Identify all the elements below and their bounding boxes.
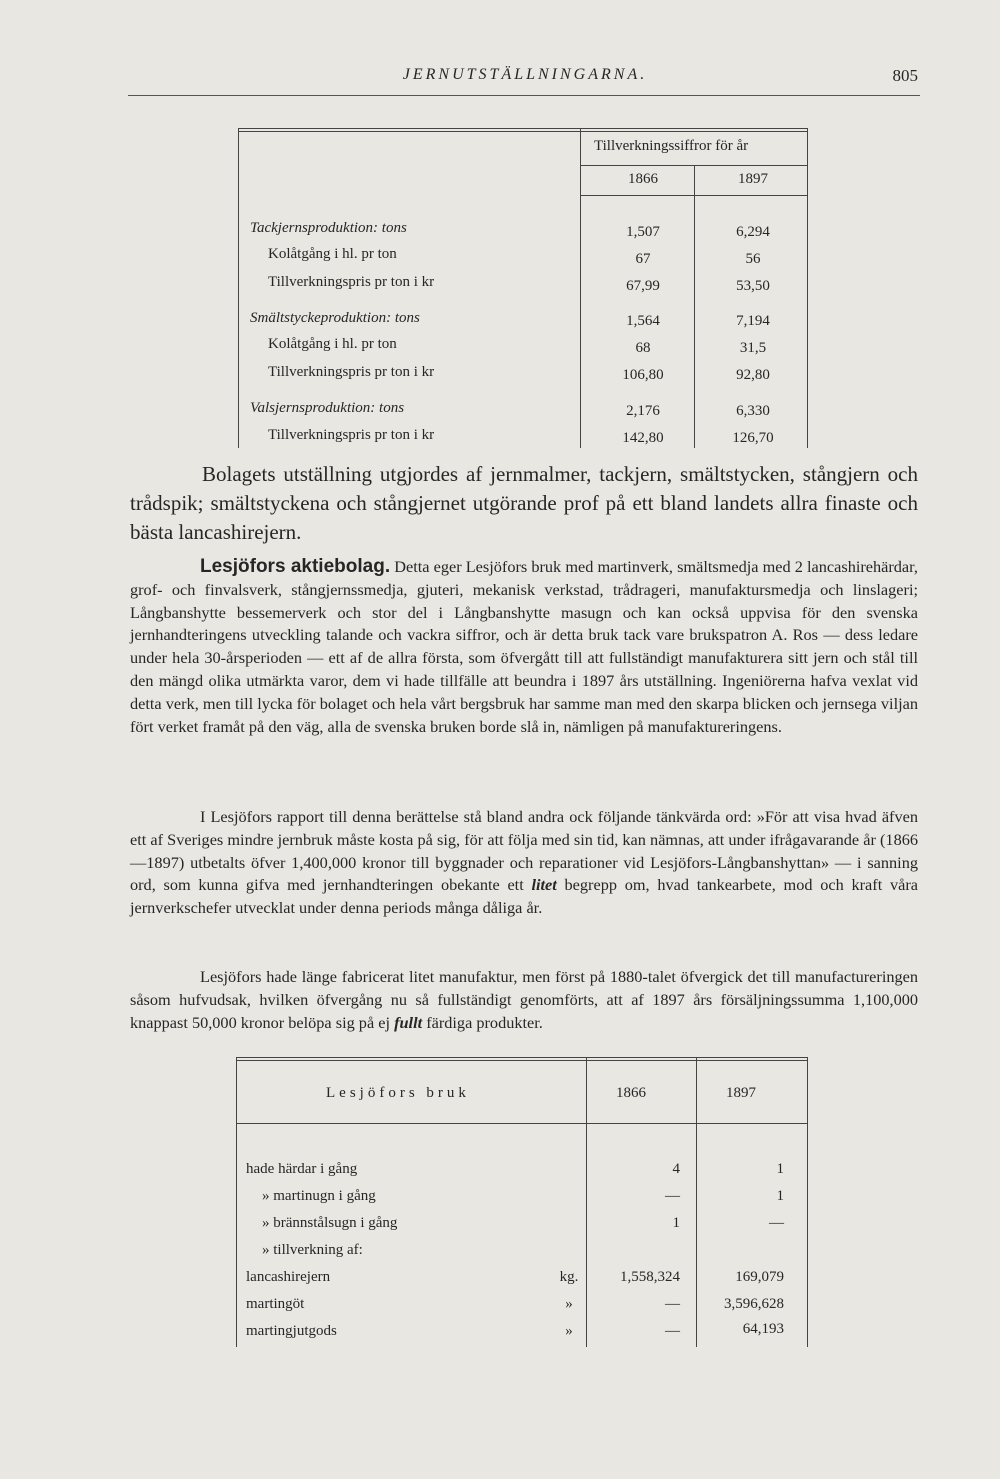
emphasis-text: fullt	[394, 1012, 423, 1032]
table-top-rule	[238, 128, 808, 129]
cell-1866: 1	[672, 1215, 680, 1231]
paragraph-lesjofors	[130, 556, 918, 738]
cell-1866: 142,80	[622, 430, 664, 446]
row-label: hade härdar i gång	[246, 1161, 358, 1177]
table-right-rule	[807, 1057, 808, 1347]
row-label: martingöt	[246, 1296, 305, 1312]
cell-1897: 1	[776, 1188, 784, 1204]
table-top-rule-2	[238, 131, 808, 132]
row-label: Smältstyckeproduktion: tons	[250, 310, 420, 326]
page-number: 805	[892, 66, 918, 85]
cell-1866: 2,176	[626, 403, 660, 419]
emphasis-text: litet	[531, 875, 557, 895]
cell-1897: 64,193	[742, 1321, 784, 1337]
row-label: Tillverkningspris pr ton i kr	[268, 274, 435, 290]
cell-1866: 68	[635, 340, 651, 356]
paragraph-text: begrepp om, hvad tankearbete, mod och kraft våra jernverkschefer utvecklat under denna periods många dåliga år.	[130, 875, 918, 918]
table-header-label: Lesjöfors bruk	[326, 1085, 470, 1101]
row-label: lancashirejern	[246, 1269, 331, 1285]
year-1897: 1897	[738, 171, 768, 187]
year-1897: 1897	[726, 1085, 756, 1101]
row-label: Tillverkningspris pr ton i kr	[268, 427, 435, 443]
row-label: martingjutgods	[246, 1323, 337, 1339]
row-label: Kolåtgång i hl. pr ton	[268, 246, 397, 262]
cell-1897: 7,194	[736, 313, 770, 329]
paragraph-exhibition: Bolagets utställning utgjordes af jernmalmer, tackjern, smältstycken, stångjern och trådspik; smältstyckena och stångjernet utgörande prof på ett bland landets allra finaste och bästa lancashirejern.	[130, 462, 918, 544]
cell-1897: 31,5	[739, 340, 767, 356]
paragraph-text: färdiga produkter.	[422, 1012, 543, 1032]
cell-1897: 53,50	[736, 278, 770, 294]
company-name: Lesjöfors aktiebolag.	[200, 556, 391, 577]
row-label: » martinugn i gång	[262, 1188, 376, 1204]
cell-1866: 67	[635, 251, 651, 267]
table-top-rule	[236, 1057, 808, 1058]
cell-1897: 56	[745, 251, 761, 267]
row-unit: »	[565, 1323, 573, 1339]
production-table	[238, 128, 808, 448]
cell-1897: 6,294	[736, 224, 770, 240]
cell-1866: 67,99	[626, 278, 660, 294]
table-caption: Tillverkningssiffror för år	[594, 138, 749, 154]
cell-1866: 106,80	[622, 367, 664, 383]
table-left-rule	[236, 1057, 237, 1347]
cell-1866: 4	[672, 1161, 680, 1177]
row-unit: kg.	[559, 1269, 579, 1285]
cell-1866: —	[665, 1296, 680, 1312]
cell-1866: 1,507	[626, 224, 660, 240]
cell-1897: —	[769, 1215, 784, 1231]
table-top-rule-2	[236, 1060, 808, 1061]
row-label: » tillverkning af:	[262, 1242, 363, 1258]
cell-1897: 169,079	[735, 1269, 784, 1285]
cell-1897: 92,80	[736, 367, 770, 383]
row-label: Valsjernsproduktion: tons	[250, 400, 405, 416]
paragraph-report	[130, 806, 918, 920]
lesjofors-table	[236, 1057, 808, 1347]
cell-1866: 1,558,324	[620, 1269, 680, 1285]
row-label: » brännstålsugn i gång	[262, 1215, 398, 1231]
row-label: Tackjernsproduktion: tons	[250, 220, 407, 236]
paragraph-text: I Lesjöfors rapport till denna berättelse stå bland andra ock följande tänkvärda ord: »För att visa hvad äfven ett af Sveriges mindre jernbruk måste kosta på sig, för att följa med sin tid, kan nämnas, att under ifrågavarande år (1866—1897) utbetalts öfver 1,400,000 kronor till byggnader och reparationer vid Lesjöfors-Långbanshyttan» — i sanning ord, som kunna gifva med jernhandteringen obekante ett	[130, 807, 918, 895]
cell-1897: 3,596,628	[724, 1296, 784, 1312]
paragraph-text: Detta eger Lesjöfors bruk med martinverk, smältsmedja med 2 lancashirehärdar, grof- och finvalsverk, stångjernssmedja, gjuteri, mekanisk verkstad, trådragerі, manufaktursmedja och linslageri; Långbanshytte bessemerverk och stor del i Långbanshytte masugn och kan också uppvisa för den svenska jernhandteringens utveckling talande och vackra siffror, och är detta bruk tack vare brukspatron A. Ros — dess ledare under hela 30-årsperioden — ett af de allra första, som öfvergått till att fullständigt manufakturera sitt jern och stål till den mängd olika utmärkta varor, dem vi hade tillfälle att beundra i 1897 års utställning. Ingeniörerna hafva vexlat vid detta verk, men till lycka för bolaget och hela vårt bergsbruk har samme man med den skarpa blicken och jernsega viljan fört verket framåt på den väg, alla de svenska bruken borde slå in, nämligen på manufaktureringens.	[130, 557, 918, 736]
running-header	[130, 62, 920, 92]
cell-1866: 1,564	[626, 313, 660, 329]
row-unit: »	[565, 1296, 573, 1312]
cell-1897: 126,70	[732, 430, 774, 446]
table-left-rule	[238, 128, 239, 448]
table-col-rule	[580, 128, 581, 448]
cell-1866: —	[665, 1323, 680, 1339]
paragraph-text: Lesjöfors hade länge fabricerat litet manufaktur, men först på 1880-talet öfvergick det till manufactureringen såsom hufvudsak, hvilken öfvergång nu så fullständigt genomförts, att af 1897 års försäljningssumma 1,100,000 knappast 50,000 kronor belöpa sig på ej	[130, 967, 918, 1032]
header-rule	[128, 95, 920, 96]
cell-1866: —	[665, 1188, 680, 1204]
year-rule	[580, 195, 808, 196]
header-rule	[236, 1123, 808, 1124]
running-title: JERNUTSTÄLLNINGARNA.	[402, 66, 648, 83]
cell-1897: 1	[776, 1161, 784, 1177]
cell-1897: 6,330	[736, 403, 770, 419]
year-1866: 1866	[628, 171, 658, 187]
year-1866: 1866	[616, 1085, 646, 1101]
row-label: Tillverkningspris pr ton i kr	[268, 364, 435, 380]
paragraph-manufacture	[130, 966, 918, 1034]
row-label: Kolåtgång i hl. pr ton	[268, 336, 397, 352]
